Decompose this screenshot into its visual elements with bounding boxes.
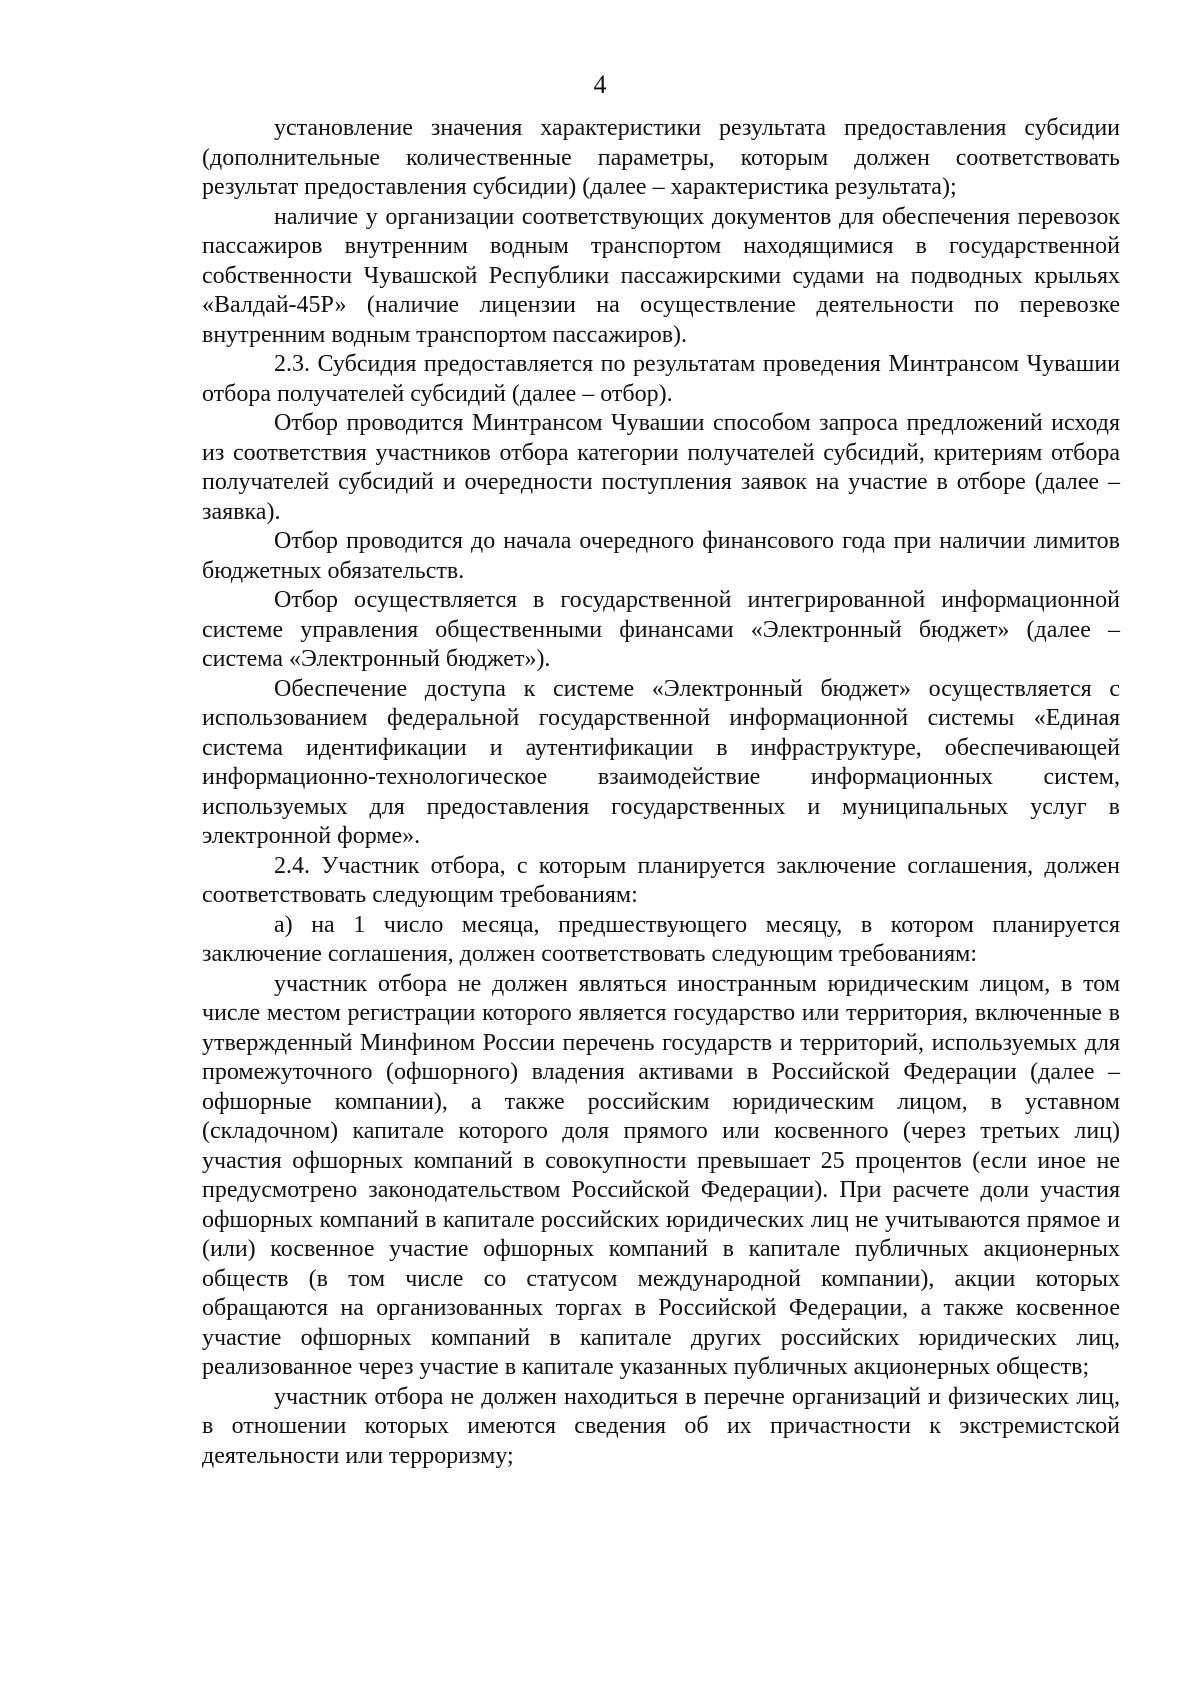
paragraph-section-2-3: 2.3. Субсидия предоставляется по результатам проведения Минтрансом Чувашии отбора получателей субсидий (далее – отбор).	[202, 351, 1120, 407]
document-body	[202, 114, 1120, 1471]
page-number: 4	[593, 70, 607, 99]
paragraph-item-a: а) на 1 число месяца, предшествующего месяцу, в котором планируется заключение соглашения, должен соответствовать следующим требованиям:	[202, 911, 1120, 967]
paragraph-system-access: Обеспечение доступа к системе «Электронный бюджет» осуществляется с использованием федеральной государственной информационной системы «Единая система идентификации и аутентификации в инфраструктуре, обеспечивающей информационно-технологическое взаимодействие информационных систем, используемых для предоставления государственных и муниципальных услуг в электронной форме».	[202, 675, 1120, 849]
paragraph-extremism-requirement: участник отбора не должен находиться в перечне организаций и физических лиц, в отношении которых имеются сведения об их причастности к экстремистской деятельности или терроризму;	[202, 1383, 1120, 1469]
paragraph-selection-method: Отбор проводится Минтрансом Чувашии способом запроса предложений исходя из соответствия участников отбора категории получателей субсидий, критериям отбора получателей субсидий и очередности поступления заявок на участие в отборе (далее – заявка).	[202, 410, 1120, 525]
paragraph-result-characteristic: установление значения характеристики результата предоставления субсидии (дополнительные количественные параметры, которым должен соответствовать результат предоставления субсидии) (далее – характеристика результата);	[202, 115, 1120, 200]
paragraph-selection-timing: Отбор проводится до начала очередного финансового года при наличии лимитов бюджетных обязательств.	[202, 528, 1120, 584]
paragraph-section-2-4: 2.4. Участник отбора, с которым планируется заключение соглашения, должен соответствовать следующим требованиям:	[202, 852, 1120, 908]
paragraph-electronic-budget: Отбор осуществляется в государственной интегрированной информационной системе управления общественными финансами «Электронный бюджет» (далее – система «Электронный бюджет»).	[202, 587, 1120, 672]
paragraph-offshore-requirement: участник отбора не должен являться иностранным юридическим лицом, в том числе местом регистрации которого является государство или территория, включенные в утвержденный Минфином России перечень государств и территорий, используемых для промежуточного (офшорного) владения активами в Российской Федерации (далее – офшорные компании), а также российским юридическим лицом, в уставном (складочном) капитале которого доля прямого или косвенного (через третьих лиц) участия офшорных компаний в совокупности превышает 25 процентов (если иное не предусмотрено законодательством Российской Федерации). При расчете доли участия офшорных компаний в капитале российских юридических лиц не учитываются прямое и (или) косвенное участие офшорных компаний в капитале публичных акционерных обществ (в том числе со статусом международной компании), акции которых обращаются на организованных торгах в Российской Федерации, а также косвенное участие офшорных компаний в капитале других российских юридических лиц, реализованное через участие в капитале указанных публичных акционерных обществ;	[202, 970, 1120, 1380]
paragraph-documents-availability: наличие у организации соответствующих документов для обеспечения перевозок пассажиров внутренним водным транспортом находящимися в государственной собственности Чувашской Республики пассажирскими судами на подводных крыльях «Валдай-45Р» (наличие лицензии на осуществление деятельности по перевозке внутренним водным транспортом пассажиров).	[202, 203, 1120, 348]
